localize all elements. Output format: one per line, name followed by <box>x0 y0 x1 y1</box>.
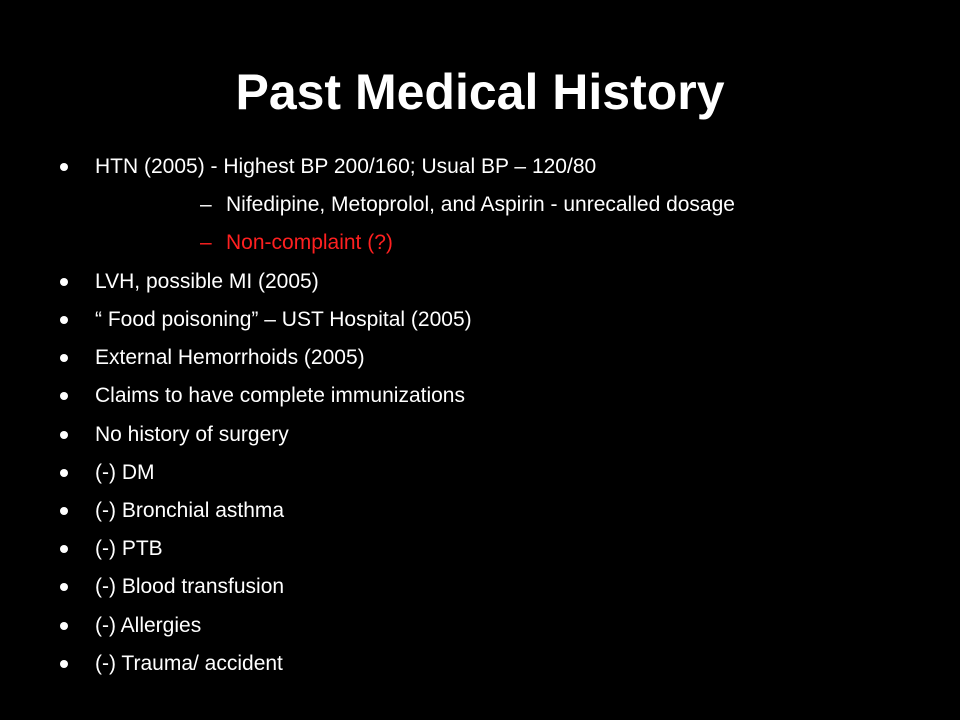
bullet-dot-icon <box>60 583 68 591</box>
list-item-text: Claims to have complete immunizations <box>95 384 465 407</box>
bullet-dot-icon <box>60 545 68 553</box>
list-item-text: (-) Blood transfusion <box>95 575 285 598</box>
sub-item-text: Nifedipine, Metoprolol, and Aspirin - unrecalled dosage <box>226 193 735 216</box>
list-item-text: No history of surgery <box>95 423 289 446</box>
bullet-dot-icon <box>60 316 68 324</box>
list-item-text: (-) PTB <box>95 537 163 560</box>
list-item-text: HTN (2005) - Highest BP 200/160; Usual BP – 120/80 <box>95 155 597 178</box>
dash-icon: – <box>200 193 212 216</box>
bullet-dot-icon <box>60 622 68 630</box>
list-item-text: External Hemorrhoids (2005) <box>95 346 365 369</box>
bullet-dot-icon <box>60 163 68 171</box>
list-item-text: (-) DM <box>95 461 155 484</box>
sub-item-text: Non-complaint (?) <box>226 231 393 254</box>
bullet-dot-icon <box>60 469 68 477</box>
bullet-dot-icon <box>60 392 68 400</box>
bullet-dot-icon <box>60 431 68 439</box>
list-item-text: (-) Allergies <box>95 614 202 637</box>
bullet-dot-icon <box>60 660 68 668</box>
list-item-text: “ Food poisoning” – UST Hospital (2005) <box>95 308 472 331</box>
bullet-dot-icon <box>60 354 68 362</box>
list-item-text: (-) Bronchial asthma <box>95 499 285 522</box>
dash-icon: – <box>200 231 212 254</box>
list-item-text: (-) Trauma/ accident <box>95 652 283 675</box>
slide-title: Past Medical History <box>235 64 725 120</box>
list-item-text: LVH, possible MI (2005) <box>95 270 319 293</box>
bullet-dot-icon <box>60 278 68 286</box>
bullet-dot-icon <box>60 507 68 515</box>
